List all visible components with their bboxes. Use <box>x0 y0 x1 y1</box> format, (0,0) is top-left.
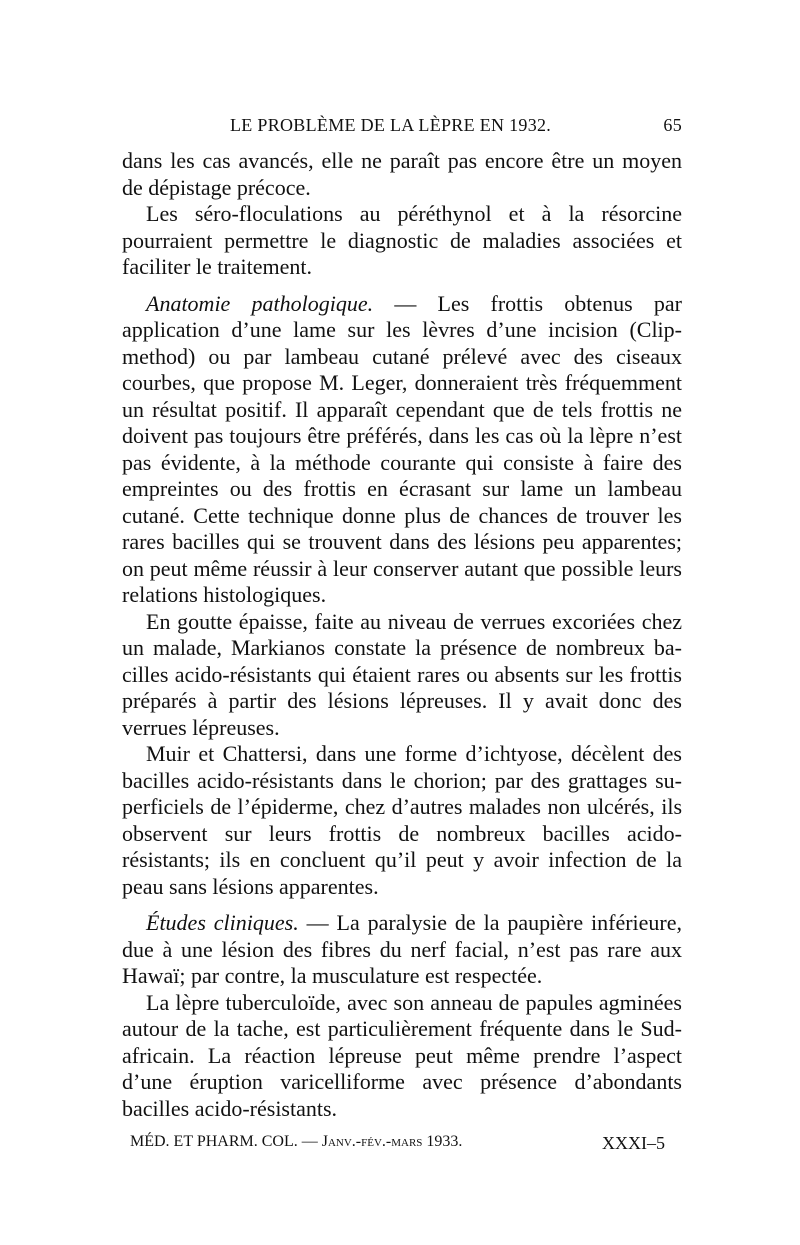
section-heading-etudes: Études cliniques. <box>146 910 299 935</box>
paragraph-goutte-epaisse: En goutte épaisse, faite au niveau de verrues excoriées chez un malade, Markianos constate la présence de nombreux bacilles acido-résistants qui étaient rares ou absents sur les frottis préparés à partir des lésions lépreuses. Il y avait donc des verrues lépreuses. <box>122 608 682 740</box>
paragraph-etudes-text: — La paralysie de la paupière inférieure, due à une lésion des fibres du nerf facial, n’est pas rare aux Hawaï; par contre, la musculature est respectée. <box>122 910 683 988</box>
running-title: LE PROBLÈME DE LA LÈPRE EN 1932. <box>230 115 552 135</box>
section-heading-anatomie: Anatomie pathologique. <box>146 290 374 316</box>
page-number: 65 <box>663 115 682 135</box>
paragraph-anatomie-text: — Les frottis obtenus par application d’une lame sur les lèvres d’une incision (Clip-method) ou par lambeau cutané prélevé avec des ciseaux courbes, que propose M. Leger, donneraient très fréquemment un résultat positif. Il apparaît cependant que de tels frottis ne doivent pas toujours être préférés, dans les cas où la lèpre n’est pas évidente, à la méthode courante qui consiste à faire des empreintes ou des frottis en écrasant sur lame un lambeau cutané. Cette technique donne plus de chances de trouver les rares bacilles qui se trouvent dans des lésions peu apparentes; on peut même réussir à leur conserver autant que possible leurs relations histologiques. <box>122 290 682 607</box>
running-header <box>122 115 682 141</box>
paragraph-sero-floculations: Les séro-floculations au péréthynol et à la résorcine pourraient permettre le diagnostic de maladies associées et faciliter le traitement. <box>122 201 682 279</box>
paragraph-lepre-tuberculoide: La lèpre tuberculoïde, avec son anneau de papules agminées autour de la tache, est particulièrement fréquente dans le Sud-africain. La réaction lépreuse peut même prendre l’aspect d’une éruption varicelliforme avec présence d’abondants bacilles acido-résistants. <box>122 989 682 1121</box>
journal-reference: MÉD. ET PHARM. COL. — Janv.-fév.-mars 1933. <box>130 1133 463 1150</box>
paragraph-continuation: dans les cas avancés, elle ne paraît pas encore être un moyen de dépistage précoce. <box>122 148 682 200</box>
paragraph-muir-chattersi: Muir et Chattersi, dans une forme d’ichtyose, décèlent des bacilles acido-résistants dans le chorion; par des grattages superficiels de l’épiderme, chez d’autres malades non ulcérés, ils observent sur leurs frottis de nombreux bacilles acido-résistants; ils en concluent qu’il peut y avoir infection de la peau sans lésions apparentes. <box>122 741 682 899</box>
footer <box>130 1133 665 1155</box>
paragraph-etudes-cliniques <box>122 910 682 990</box>
body-text <box>122 148 682 1122</box>
signature-mark: XXXI–5 <box>602 1133 665 1153</box>
paragraph-anatomie-pathologique <box>122 291 682 609</box>
